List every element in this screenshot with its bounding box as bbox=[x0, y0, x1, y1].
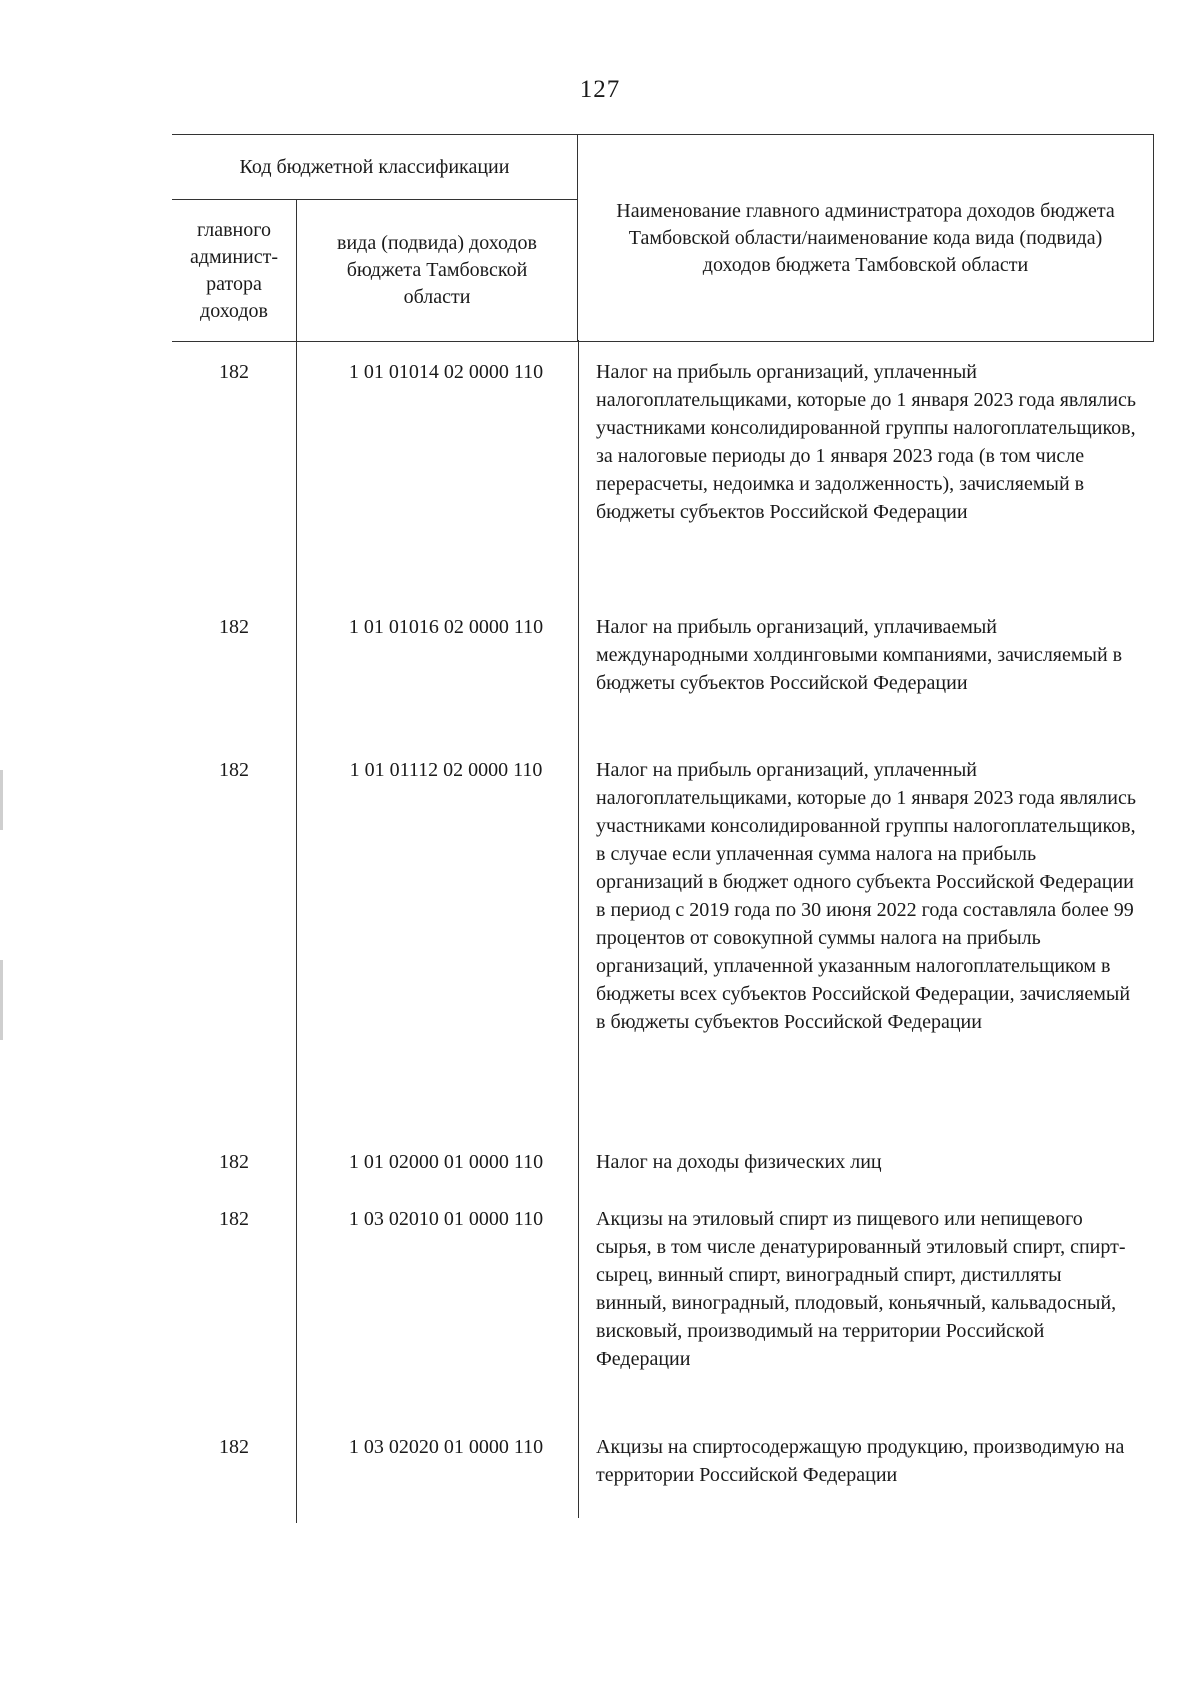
admin-code: 182 bbox=[219, 1151, 249, 1173]
header-col-name: Наименование главного администратора доходов бюджета Тамбовской области/наименование кода вида (подвида) доходов бюджета Тамбовской области bbox=[616, 199, 1115, 276]
scan-edge-mark bbox=[0, 960, 3, 1040]
admin-code: 182 bbox=[219, 361, 249, 383]
income-code: 1 03 02020 01 0000 110 bbox=[348, 1436, 544, 1458]
income-name: Налог на прибыль организаций, уплаченный налогоплательщиками, которые до 1 января 2023 года являлись участниками консолидированной группы налогоплательщиков, в случае если уплаченная сумма налога на прибыль организаций в бюджет одного субъекта Российской Федерации в период с 2019 года по 30 июня 2022 года составляла более 99 процентов от совокупной суммы налога на прибыль организаций, уплаченной указанным налогоплательщиком в бюджеты всех субъектов Российской Федерации, зачисляемый в бюджеты субъектов Российской Федерации bbox=[596, 759, 1136, 1033]
income-code: 1 01 02000 01 0000 110 bbox=[348, 1151, 544, 1173]
header-col-code: вида (подвида) доходов бюджета Тамбовской области bbox=[337, 232, 537, 308]
income-name: Акцизы на спиртосодержащую продукцию, производимую на территории Российской Федерации bbox=[596, 1436, 1125, 1486]
income-name: Налог на прибыль организаций, уплаченный налогоплательщиками, которые до 1 января 2023 года являлись участниками консолидированной группы налогоплательщиков, за налоговые периоды до 1 января 2023 года (в том числе перерасчеты, недоимка и задолженность), зачисляемый в бюджеты субъектов Российской Федерации bbox=[596, 361, 1136, 523]
income-code: 1 01 01016 02 0000 110 bbox=[348, 616, 544, 638]
admin-code: 182 bbox=[219, 1436, 249, 1458]
admin-code: 182 bbox=[219, 759, 249, 781]
page-number: 127 bbox=[579, 76, 621, 103]
column-divider-admin bbox=[296, 340, 297, 1523]
income-code: 1 01 01112 02 0000 110 bbox=[349, 759, 543, 781]
scan-edge-mark bbox=[0, 770, 3, 830]
income-code: 1 01 01014 02 0000 110 bbox=[348, 361, 544, 383]
header-group-title: Код бюджетной классификации bbox=[239, 155, 510, 178]
income-code: 1 03 02010 01 0000 110 bbox=[348, 1208, 544, 1230]
column-divider-code bbox=[578, 340, 579, 1518]
admin-code: 182 bbox=[219, 616, 249, 638]
income-name: Налог на прибыль организаций, уплачиваемый международными холдинговыми компаниями, зачисляемый в бюджеты субъектов Российской Федерации bbox=[596, 616, 1123, 694]
table-header bbox=[172, 134, 1154, 342]
income-name: Акцизы на этиловый спирт из пищевого или непищевого сырья, в том числе денатурированный этиловый спирт, спирт-сырец, винный спирт, виноградный спирт, дистилляты винный, виноградный, плодовый, коньячный, кальвадосный, висковый, производимый на территории Российской Федерации bbox=[596, 1208, 1126, 1370]
admin-code: 182 bbox=[219, 1208, 249, 1230]
header-col-admin: главного админист-ратора доходов bbox=[189, 218, 279, 322]
income-name: Налог на доходы физических лиц bbox=[596, 1151, 882, 1173]
